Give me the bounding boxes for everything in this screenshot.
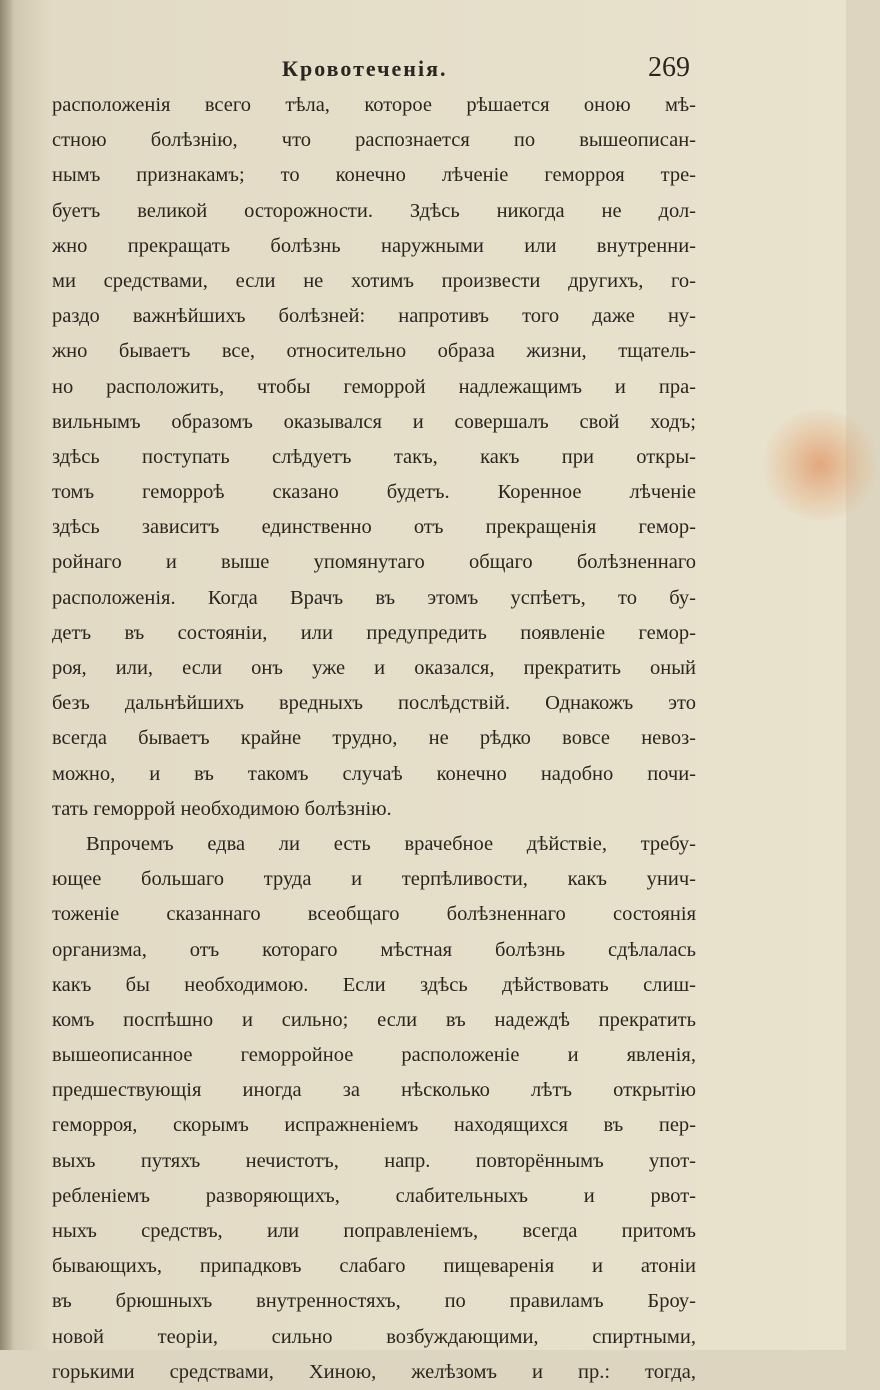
paper-stain xyxy=(760,410,880,520)
text-line: томъ геморроѣ сказано будетъ. Коренное лѣченіе xyxy=(52,481,696,504)
text-line: нымъ признакамъ; то конечно лѣченіе геморроя тре- xyxy=(52,164,696,187)
page-spine-shadow xyxy=(0,0,14,1350)
text-line: какъ бы необходимою. Если здѣсь дѣйствовать слиш- xyxy=(52,973,696,996)
text-line: стною болѣзнію, что распознается по вышеописан- xyxy=(52,129,696,152)
text-line: буетъ великой осторожности. Здѣсь никогда не дол- xyxy=(52,199,696,222)
text-line: раздо важнѣйшихъ болѣзней: напротивъ того даже ну- xyxy=(52,305,696,328)
text-line: расположенія всего тѣла, которое рѣшается оною мѣ- xyxy=(52,94,696,116)
text-line: роя, или, если онъ уже и оказался, прекратить оный xyxy=(52,657,696,679)
text-line: геморроя, скорымъ испражненіемъ находящихся въ пер- xyxy=(52,1114,696,1137)
text-line: здѣсь зависитъ единственно отъ прекращенія гемор- xyxy=(52,516,696,539)
page-header xyxy=(50,52,690,88)
text-line: вильнымъ образомъ оказывался и совершалъ свой ходъ; xyxy=(52,410,696,433)
text-line: организма, отъ котораго мѣстная болѣзнь сдѣлалась xyxy=(52,938,696,961)
text-line: но расположить, чтобы геморрой надлежащимъ и пра- xyxy=(52,375,696,398)
text-line: ребленіемъ разворяющихъ, слабительныхъ и рвот- xyxy=(52,1184,696,1207)
running-head: Кровотеченія. xyxy=(282,56,448,81)
page-number: 269 xyxy=(648,52,690,83)
text-line: жно прекращать болѣзнь наружными или внутренни- xyxy=(52,234,696,257)
text-line: горькими средствами, Хиною, желѣзомъ и пр.: тогда, xyxy=(52,1360,696,1383)
text-line: здѣсь поступать слѣдуетъ такъ, какъ при откры- xyxy=(52,445,696,468)
paragraph-start-line: Впрочемъ едва ли есть врачебное дѣйствіе, требу- xyxy=(86,832,696,855)
paragraph-end-line: тать геморрой необходимою болѣзнію. xyxy=(52,797,392,820)
text-line: вышеописанное геморройное расположеніе и явленія, xyxy=(52,1044,696,1067)
text-line: безъ дальнѣйшихъ вредныхъ послѣдствій. Однакожъ это xyxy=(52,692,696,715)
text-line: расположенія. Когда Врачъ въ этомъ успѣетъ, то бу- xyxy=(52,586,696,609)
text-line: ющее большаго труда и терпѣливости, какъ унич- xyxy=(52,868,696,891)
text-line: тоженіе сказаннаго всеобщаго болѣзненнаго состоянія xyxy=(52,903,696,926)
text-line: комъ поспѣшно и сильно; если въ надеждѣ прекратить xyxy=(52,1008,696,1031)
text-line: бывающихъ, припадковъ слабаго пищеваренія и атоніи xyxy=(52,1255,696,1278)
text-line: ныхъ средствъ, или поправленіемъ, всегда притомъ xyxy=(52,1220,696,1242)
text-line: выхъ путяхъ нечистотъ, напр. повторённымъ упот- xyxy=(52,1149,696,1172)
text-line: предшествующія иногда за нѣсколько лѣтъ открытію xyxy=(52,1079,696,1102)
text-line: новой теоріи, сильно возбуждающими, спиртными, xyxy=(52,1325,696,1348)
text-line: всегда бываетъ крайне трудно, не рѣдко вовсе невоз- xyxy=(52,727,696,750)
text-line: жно бываетъ все, относительно образа жизни, тщатель- xyxy=(52,340,696,363)
text-line: можно, и въ такомъ случаѣ конечно надобно почи- xyxy=(52,762,696,785)
text-line: въ брюшныхъ внутренностяхъ, по правиламъ Броу- xyxy=(52,1290,696,1313)
text-line: ройнаго и выше упомянутаго общаго болѣзненнаго xyxy=(52,551,696,574)
text-line: ми средствами, если не хотимъ произвести другихъ, го- xyxy=(52,269,696,292)
body-text xyxy=(52,88,696,1390)
text-line: детъ въ состояніи, или предупредить появленіе гемор- xyxy=(52,621,696,644)
